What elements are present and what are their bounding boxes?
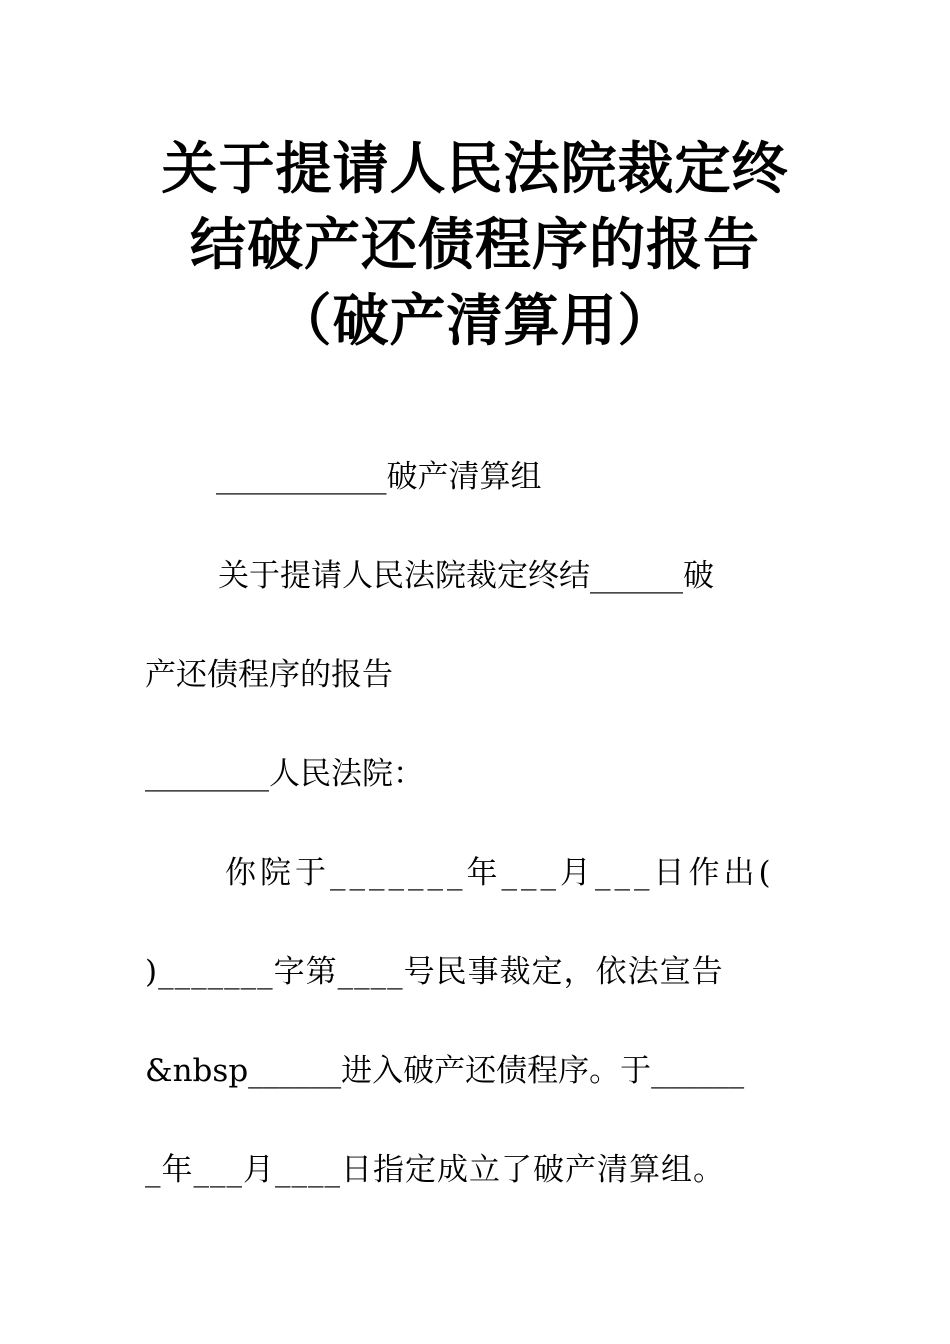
document-title-line-1: 关于提请人民法院裁定终	[161, 137, 789, 202]
organization-line: ___________破产清算组	[216, 459, 542, 495]
body-line-4: _年___月____日指定成立了破产清算组。	[145, 1152, 725, 1188]
document-title-line-3: （破产清算用）	[275, 289, 675, 354]
body-line-3: &nbsp______进入破产还债程序。于______	[145, 1053, 745, 1089]
subject-line-2: 产还债程序的报告	[145, 657, 393, 693]
body-line-1: 你院于_______年___月___日作出(	[225, 855, 775, 891]
body-line-2: )_______字第____号民事裁定，依法宣告	[145, 954, 724, 990]
court-addressee-line: ________人民法院：	[145, 756, 424, 792]
document-title-line-2: 结破产还债程序的报告	[190, 213, 760, 278]
subject-line-1: 关于提请人民法院裁定终结______破	[218, 558, 714, 594]
